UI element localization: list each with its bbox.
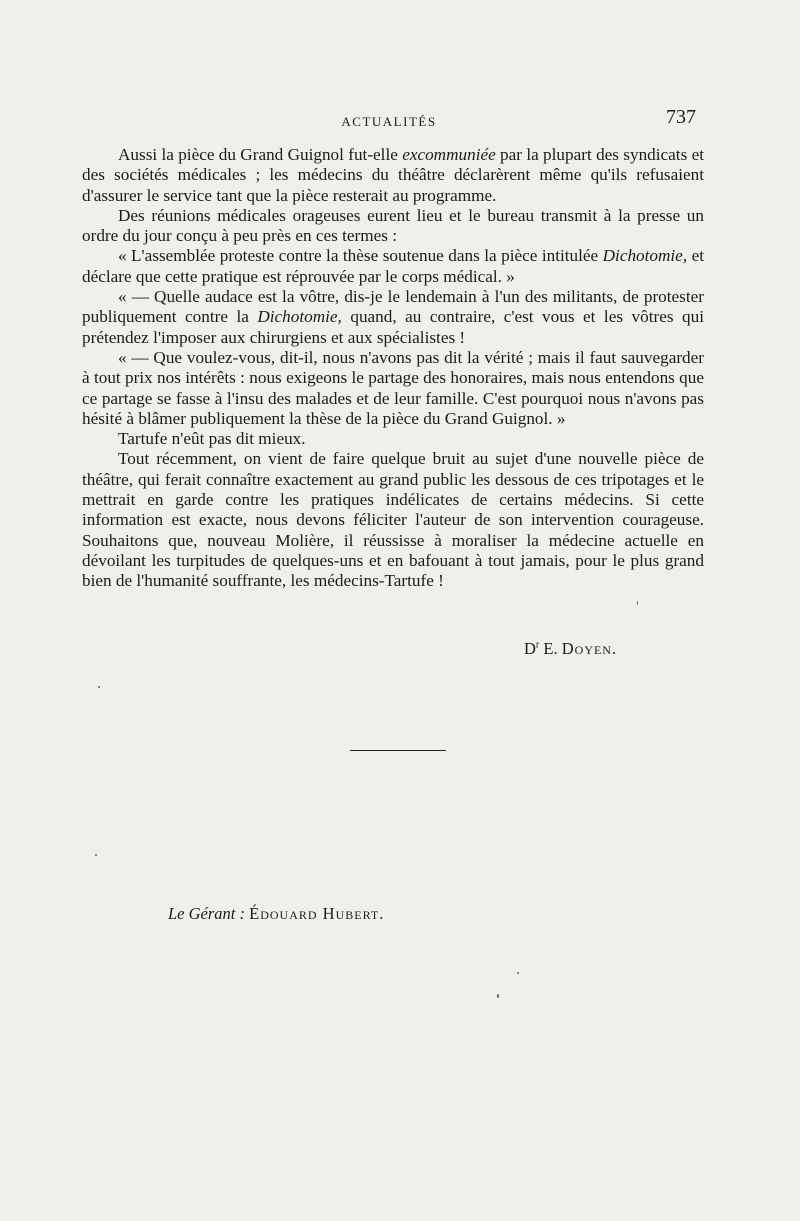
paragraph-text: Aussi la pièce du Grand Guignol fut-elle: [118, 145, 403, 164]
article-body: [82, 145, 704, 592]
paragraph-text: « L'assemblée proteste contre la thèse soutenue dans la pièce intitulée: [118, 246, 603, 266]
author-signature: [524, 639, 617, 659]
paragraph-text: par la plupart des syndicats et des sociétés médicales ; les médecins du théâtre déclarèrent même qu'ils refusaient d'assurer le service tant que la pièce resterait au programme.: [82, 145, 704, 205]
paragraph-text: et déclare que cette pratique est réprouvée par le corps médical. »: [82, 246, 704, 286]
paragraph: Tartufe n'eût pas dit mieux.: [118, 429, 306, 449]
signature-title-superscript: r: [535, 639, 540, 651]
running-header: [82, 106, 696, 136]
publication-manager-line: [168, 904, 384, 924]
signature-initial: E.: [543, 639, 558, 658]
quoted-resolution: [82, 246, 704, 287]
dialogue-paragraph: [82, 287, 704, 348]
paragraph-text: « — Quelle audace est la vôtre, dis-je le lendemain à l'un des militants, de protester publiquement contre la: [82, 287, 704, 327]
signature-surname: Doyen.: [561, 639, 618, 658]
italic-term: Dichotomie,: [257, 307, 342, 327]
manager-name: Édouard Hubert.: [249, 904, 385, 923]
paragraph: Tout récemment, on vient de faire quelque bruit au sujet d'une nouvelle pièce de théâtre, qui ferait connaître exactement au grand public les dessous de ces tripotages et le mettrait en garde contre les pratiques indélicates de certains médecins. Si cette information est exacte, nous devons féliciter l'auteur de son intervention courageuse. Souhaitons que, nouveau Molière, il réussisse à moraliser la médecine actuelle en dévoilant les turpitudes de quelques-uns et en bafouant à tout jamais, pour le plus grand bien de l'humanité souffrante, les médecins-Tartufe !: [82, 449, 704, 591]
paragraph: Des réunions médicales orageuses eurent lieu et le bureau transmit à la presse un ordre du jour conçu à peu près en ces termes :: [82, 205, 704, 246]
dialogue-paragraph: « — Que voulez-vous, dit-il, nous n'avons pas dit la vérité ; mais il faut sauvegarder à tout prix nos intérêts : nous exigeons le partage des honoraires, mais nous entendons que ce partage se fasse à l'insu des malades et de leur famille. C'est pourquoi nous n'avons pas hésité à blâmer publiquement la thèse de la pièce du Grand Guignol. »: [82, 347, 704, 428]
page-number: 737: [666, 106, 696, 128]
italic-term: excommuniée: [402, 145, 496, 164]
paragraph-text: quand, au contraire, c'est vous et les vôtres qui prétendez l'imposer aux chirurgiens et aux spécialistes !: [82, 307, 704, 347]
running-title: ACTUALITÉS: [341, 114, 437, 129]
paragraph: [82, 145, 704, 206]
italic-term: Dichotomie,: [602, 246, 688, 266]
signature-title: D: [524, 639, 536, 658]
manager-label: Le Gérant :: [168, 904, 245, 923]
section-divider: [350, 750, 446, 751]
